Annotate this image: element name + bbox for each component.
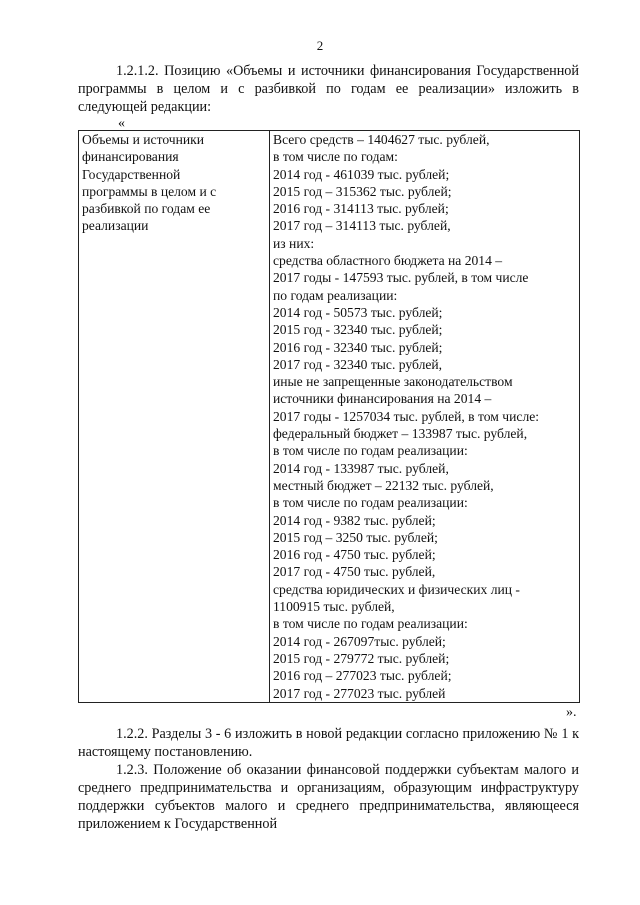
detail-line: 2016 год – 277023 тыс. рублей; — [273, 668, 452, 684]
detail-line: 2015 год – 3250 тыс. рублей; — [273, 529, 438, 545]
detail-line: в том числе по годам: — [273, 149, 398, 165]
page-number: 2 — [316, 38, 324, 53]
detail-line: 2014 год - 50573 тыс. рублей; — [273, 304, 443, 320]
detail-line: в том числе по годам реализации: — [273, 443, 468, 459]
detail-line: 2014 год - 461039 тыс. рублей; — [273, 166, 450, 182]
paragraph-1-2-2: 1.2.2. Разделы 3 - 6 изложить в новой редакции согласно приложению № 1 к настоящему постановлению. — [78, 726, 579, 760]
detail-line: Всего средств – 1404627 тыс. рублей, — [273, 132, 490, 147]
detail-line: местный бюджет – 22132 тыс. рублей, — [273, 477, 494, 493]
detail-line: 2017 год - 32340 тыс. рублей, — [273, 356, 443, 372]
detail-line: 2015 год - 279772 тыс. рублей; — [273, 650, 450, 666]
funding-label-cell — [79, 131, 270, 703]
label-line: Объемы и источники — [82, 132, 205, 147]
detail-line: 2015 год - 32340 тыс. рублей; — [273, 322, 443, 338]
detail-line: иные не запрещенные законодательством — [273, 374, 513, 390]
detail-line: 2016 год - 32340 тыс. рублей; — [273, 339, 443, 355]
intro-paragraph: 1.2.1.2. Позицию «Объемы и источники финансирования Государственной программы в целом и с разбивкой по годам ее реализации» изложить в следующей редакции: — [78, 63, 579, 115]
detail-line: в том числе по годам реализации: — [273, 495, 468, 511]
label-line: разбивкой по годам ее — [82, 201, 211, 217]
detail-line: 1100915 тыс. рублей, — [273, 599, 395, 615]
detail-line: в том числе по годам реализации: — [273, 616, 468, 632]
detail-line: 2017 годы - 147593 тыс. рублей, в том числе — [273, 270, 529, 286]
opening-quote: « — [118, 116, 125, 131]
detail-line: 2014 год - 267097тыс. рублей; — [273, 633, 446, 649]
detail-line: 2015 год – 315362 тыс. рублей; — [273, 183, 452, 199]
detail-line: 2016 год - 4750 тыс. рублей; — [273, 547, 436, 563]
label-line: Государственной — [82, 166, 181, 182]
funding-details-cell — [270, 131, 580, 703]
funding-table — [78, 130, 580, 703]
detail-line: 2017 годы - 1257034 тыс. рублей, в том числе: — [273, 408, 540, 424]
label-line: реализации — [82, 218, 149, 234]
label-line: программы в целом и с — [82, 183, 217, 199]
detail-line: 2017 год - 4750 тыс. рублей, — [273, 564, 436, 580]
detail-line: средства юридических и физических лиц - — [273, 581, 520, 597]
detail-line: 2017 год – 314113 тыс. рублей, — [273, 218, 451, 234]
paragraph-1-2-3: 1.2.3. Положение об оказании финансовой поддержки субъектам малого и среднего предпринимательства и организациям, образующим инфраструктуру поддержки субъектов малого и среднего предпринимательства, являющееся приложением к Государственной — [78, 762, 579, 832]
table-row — [79, 131, 580, 703]
detail-line: из них: — [273, 235, 315, 251]
label-line: финансирования — [82, 149, 179, 165]
closing-quote: ». — [566, 705, 577, 720]
detail-line: 2014 год - 133987 тыс. рублей, — [273, 460, 449, 476]
detail-line: 2016 год - 314113 тыс. рублей; — [273, 201, 449, 217]
detail-line: 2017 год - 277023 тыс. рублей — [273, 685, 446, 701]
detail-line: источники финансирования на 2014 – — [273, 391, 492, 407]
detail-line: средства областного бюджета на 2014 – — [273, 253, 503, 269]
detail-line: 2014 год - 9382 тыс. рублей; — [273, 512, 436, 528]
detail-line: по годам реализации: — [273, 287, 398, 303]
detail-line: федеральный бюджет – 133987 тыс. рублей, — [273, 426, 528, 442]
